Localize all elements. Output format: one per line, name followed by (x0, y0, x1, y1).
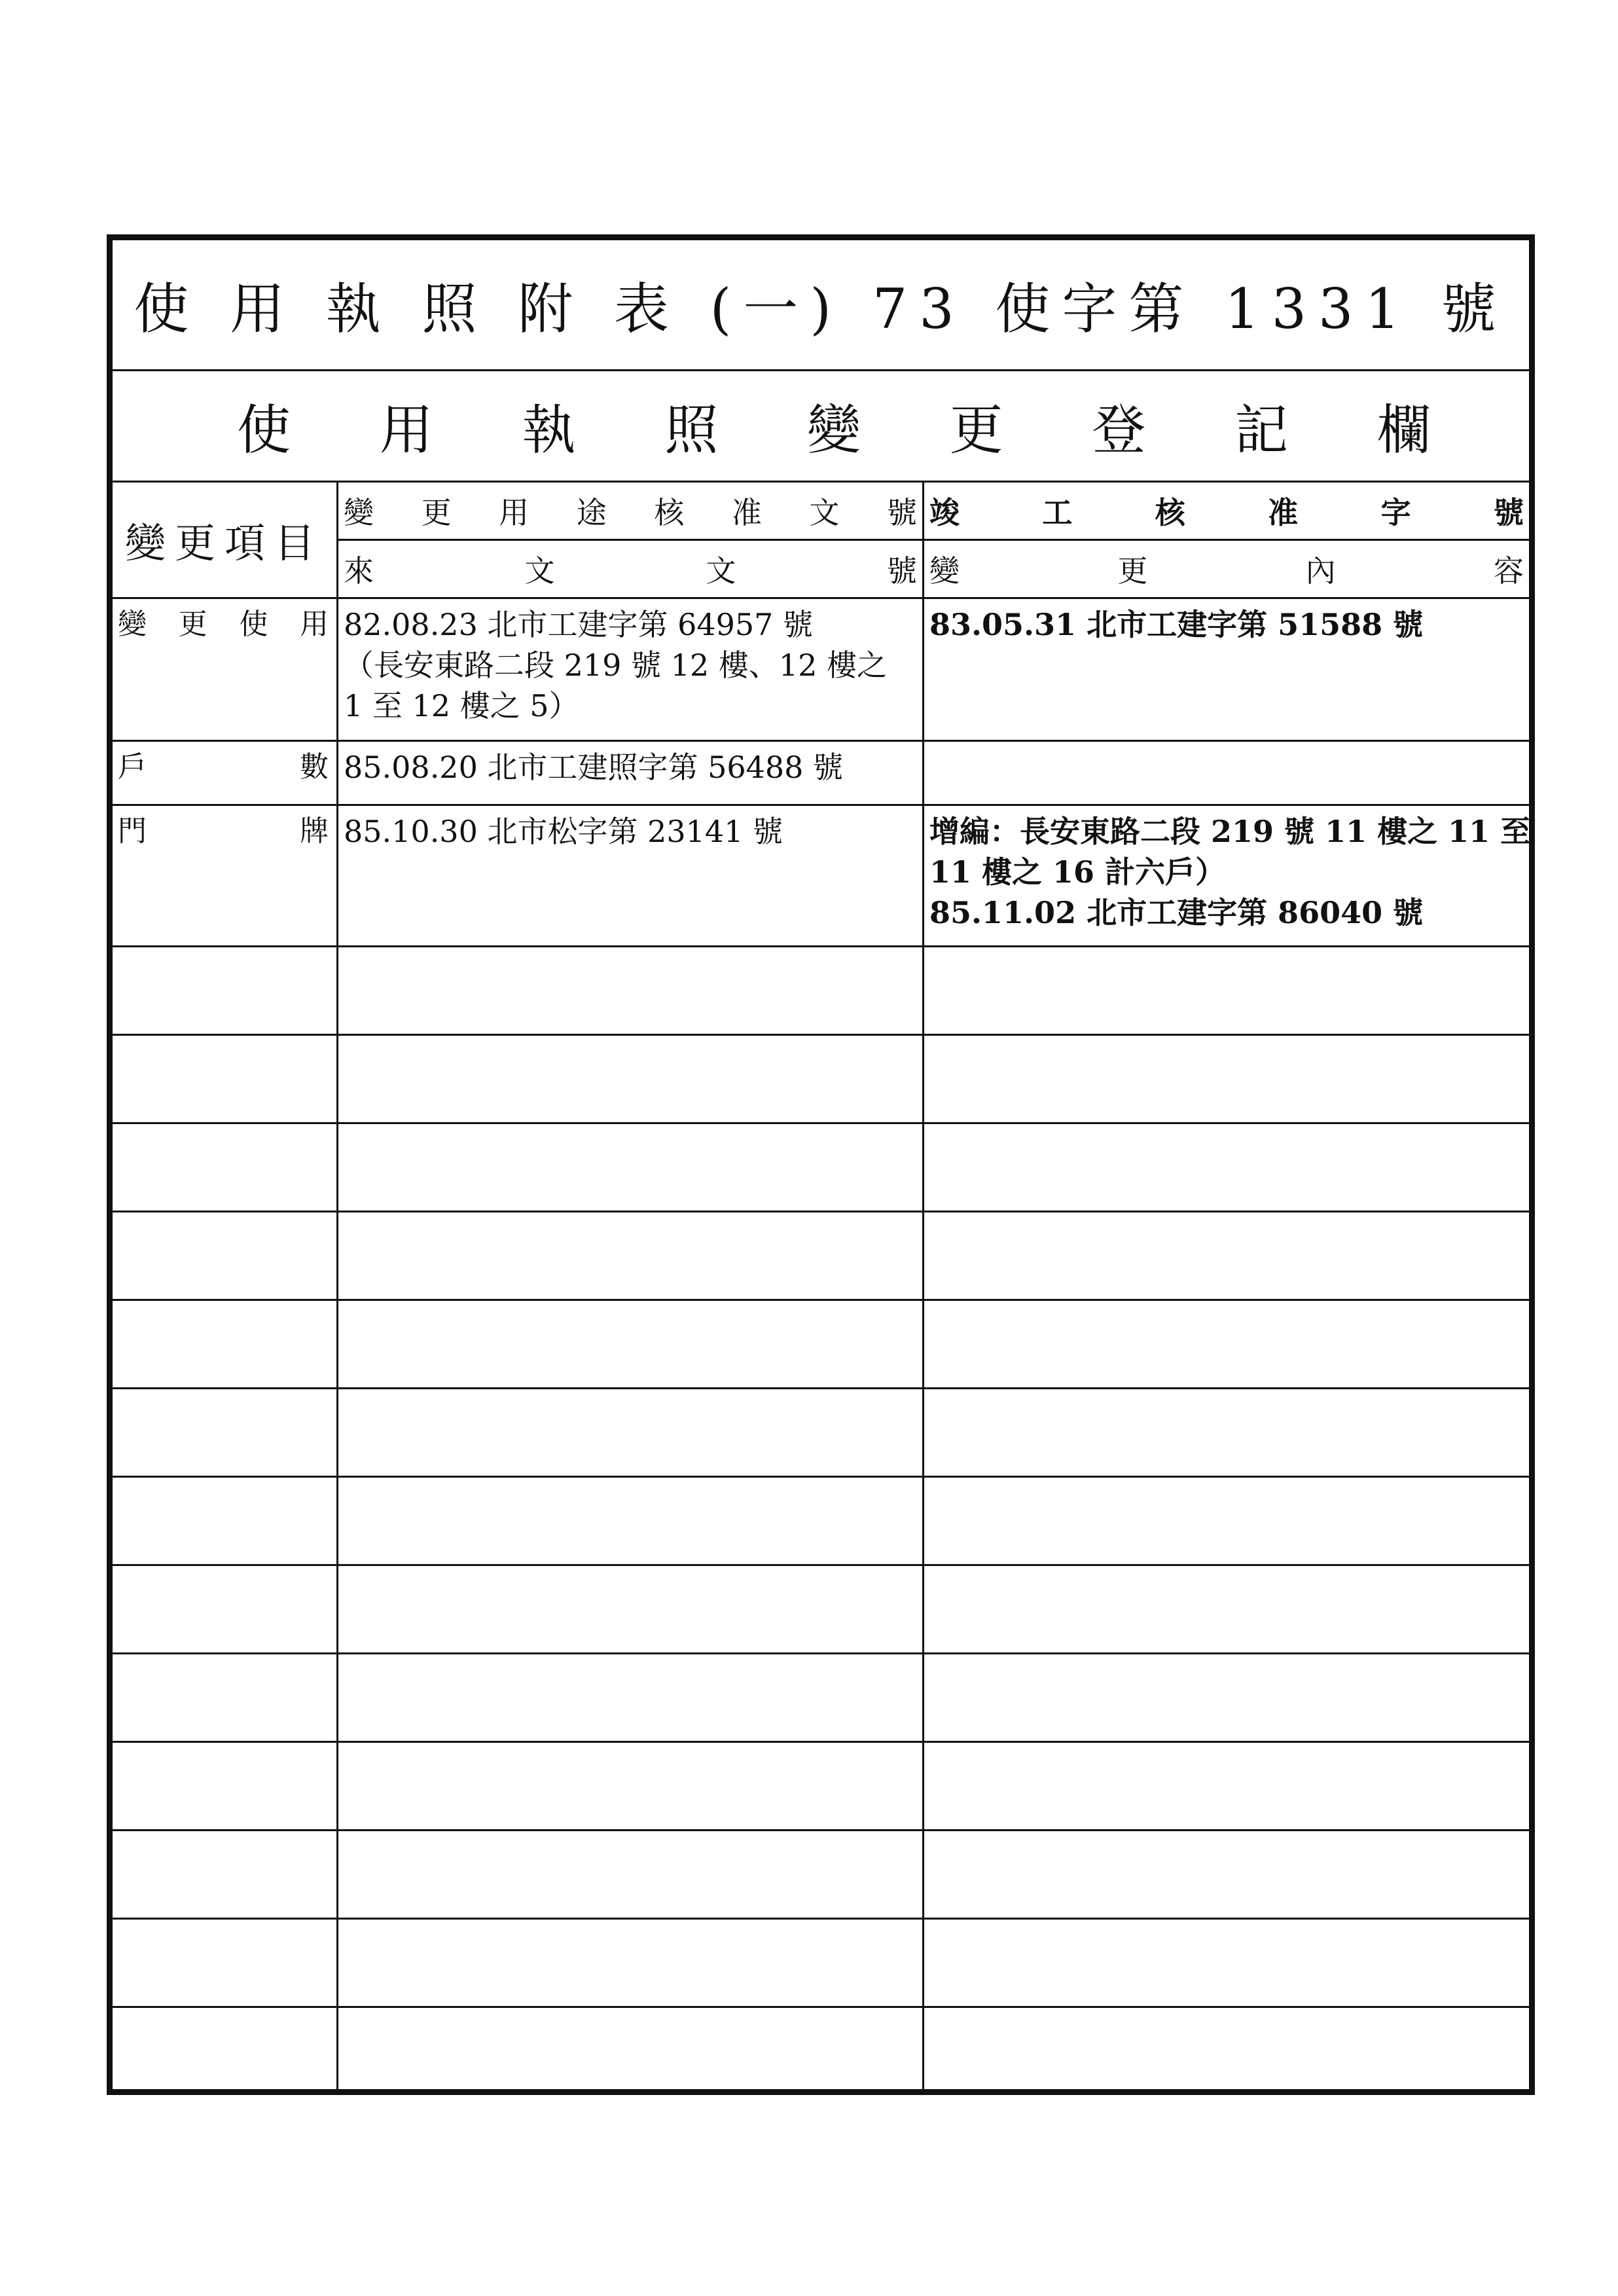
row-item-char: 數 (300, 750, 329, 784)
row-item-cell (113, 1566, 338, 1652)
license-attachment-form (107, 234, 1535, 2095)
header-item-cell (113, 483, 338, 599)
row-approval-cell (338, 1301, 924, 1387)
row-item-cell (113, 1301, 338, 1387)
empty-row (113, 2008, 1529, 2089)
empty-row (113, 1478, 1529, 1566)
row-completion-cell (924, 1743, 1529, 1829)
empty-row (113, 947, 1529, 1036)
form-title-band (113, 240, 1529, 371)
row-completion-cell (924, 806, 1529, 945)
row-completion-cell (924, 1124, 1529, 1211)
header-char: 號 (886, 495, 917, 530)
row-approval-cell (338, 1566, 924, 1652)
row-item-cell (113, 1920, 338, 2006)
row-item-cell (113, 1124, 338, 1211)
section-title-char: 記 (1234, 399, 1289, 462)
section-title-char: 照 (664, 399, 719, 462)
header-char: 來 (344, 553, 374, 589)
empty-row (113, 1301, 1529, 1389)
header-char: 變 (929, 553, 960, 589)
header-char: 號 (1493, 495, 1524, 530)
header-char: 更 (1117, 553, 1148, 589)
row-item-cell (113, 742, 338, 804)
header-char: 號 (886, 553, 917, 589)
row-approval-cell (338, 599, 924, 740)
empty-row (113, 1389, 1529, 1478)
header-right-cell (924, 483, 1529, 599)
row-completion-cell (924, 1301, 1529, 1387)
empty-row (113, 1212, 1529, 1301)
empty-row (113, 1920, 1529, 2008)
row-approval-cell (338, 1389, 924, 1476)
form-title: 使 用 執 照 附 表 (一) 73 使字第 1331 號 (134, 277, 1508, 341)
row-item-char: 變 (118, 608, 147, 641)
row-completion-cell (924, 1920, 1529, 2006)
row-approval-cell (338, 1831, 924, 1918)
section-title-char: 更 (949, 399, 1003, 462)
row-item-cell (113, 1389, 338, 1476)
row-completion-cell (924, 1654, 1529, 1741)
row-completion-cell (924, 1831, 1529, 1918)
row-approval-cell (338, 1212, 924, 1299)
row-completion-cell (924, 742, 1529, 804)
header-char: 途 (576, 495, 607, 530)
row-completion-cell (924, 1036, 1529, 1122)
empty-row (113, 1831, 1529, 1920)
row-item-cell (113, 1831, 338, 1918)
section-title-char: 欄 (1376, 399, 1431, 462)
row-approval-line: 1 至 12 樓之 5） (344, 688, 579, 723)
row-item-cell (113, 1654, 338, 1741)
section-title-char: 變 (806, 399, 861, 462)
row-approval-cell (338, 806, 924, 945)
table-row (113, 599, 1529, 742)
row-item-cell (113, 1743, 338, 1829)
row-approval-line: 82.08.23 北市工建字第 64957 號 (344, 607, 814, 642)
row-item-cell (113, 2008, 338, 2089)
header-incoming-doc-number (338, 541, 922, 597)
header-char: 准 (1268, 495, 1299, 530)
table-row (113, 806, 1529, 947)
row-approval-line: 85.08.20 北市工建照字第 56488 號 (344, 750, 844, 785)
section-title-char: 執 (522, 399, 576, 462)
row-approval-cell (338, 1124, 924, 1211)
header-char: 文 (524, 553, 555, 589)
header-char: 字 (1380, 495, 1411, 530)
header-char: 文 (706, 553, 736, 589)
header-char: 變 (344, 495, 374, 530)
row-completion-cell (924, 1478, 1529, 1564)
row-completion-cell (924, 1212, 1529, 1299)
row-item-cell (113, 599, 338, 740)
header-approval-number (338, 483, 922, 541)
empty-row (113, 1566, 1529, 1654)
row-approval-cell (338, 1920, 924, 2006)
header-char: 竣 (929, 495, 960, 530)
row-approval-cell (338, 2008, 924, 2089)
row-item-cell (113, 1036, 338, 1122)
section-title-band (113, 371, 1529, 483)
row-completion-cell (924, 947, 1529, 1034)
row-approval-cell (338, 1478, 924, 1564)
row-completion-line: 85.11.02 北市工建字第 86040 號 (929, 895, 1424, 930)
row-completion-cell (924, 1389, 1529, 1476)
empty-row (113, 1036, 1529, 1124)
row-approval-cell (338, 1654, 924, 1741)
row-item-char: 更 (178, 608, 207, 641)
row-completion-line: 83.05.31 北市工建字第 51588 號 (929, 607, 1424, 642)
header-char: 核 (654, 495, 685, 530)
header-char: 工 (1042, 495, 1073, 530)
row-item-char: 戶 (118, 750, 147, 784)
section-title-char: 用 (379, 399, 433, 462)
row-item-cell (113, 1212, 338, 1299)
row-item-char: 使 (239, 608, 268, 641)
header-char: 核 (1155, 495, 1185, 530)
header-completion-approval-number (924, 483, 1529, 541)
header-char: 容 (1493, 553, 1524, 589)
row-approval-cell (338, 947, 924, 1034)
header-char: 文 (809, 495, 840, 530)
row-approval-line: 85.10.30 北市松字第 23141 號 (344, 814, 783, 849)
row-item-cell (113, 947, 338, 1034)
row-completion-line: 11 樓之 16 計六戶） (929, 854, 1226, 890)
row-item-cell (113, 1478, 338, 1564)
row-approval-cell (338, 1743, 924, 1829)
header-char: 用 (499, 495, 530, 530)
row-completion-cell (924, 599, 1529, 740)
row-completion-line: 增編：長安東路二段 219 號 11 樓之 11 至 (929, 814, 1531, 849)
row-item-cell (113, 806, 338, 945)
row-approval-line: （長安東路二段 219 號 12 樓、12 樓之 (344, 647, 887, 683)
header-mid-cell (338, 483, 924, 599)
row-approval-cell (338, 1036, 924, 1122)
section-title-char: 使 (237, 399, 291, 462)
empty-row (113, 1743, 1529, 1831)
row-completion-cell (924, 2008, 1529, 2089)
empty-row (113, 1654, 1529, 1743)
header-char: 更 (421, 495, 452, 530)
header-change-content (924, 541, 1529, 597)
table-row (113, 742, 1529, 806)
row-completion-cell (924, 1566, 1529, 1652)
empty-row (113, 1124, 1529, 1212)
row-item-char: 用 (299, 608, 329, 641)
row-approval-cell (338, 742, 924, 804)
row-item-char: 牌 (300, 814, 329, 848)
header-char: 內 (1305, 553, 1336, 589)
section-title-char: 登 (1092, 399, 1146, 462)
header-char: 准 (731, 495, 762, 530)
row-item-char: 門 (118, 814, 147, 848)
header-item-label: 變更項目 (124, 519, 324, 567)
